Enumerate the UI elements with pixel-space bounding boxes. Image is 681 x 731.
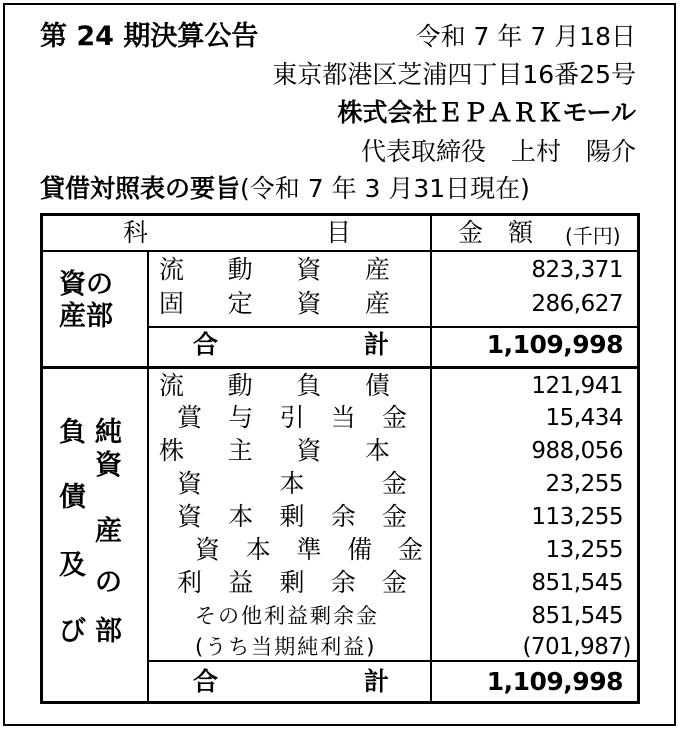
row-shareholders-equity-label: 株 主 資 本 bbox=[159, 436, 390, 465]
assets-total-divider bbox=[147, 326, 637, 328]
assets-label-line2: 産部 bbox=[59, 301, 113, 332]
row-other-retained-earnings-label: その他利益剰余金 bbox=[195, 604, 379, 628]
row-capital-stock-amount: 23,255 bbox=[545, 471, 623, 497]
header-divider bbox=[43, 250, 637, 252]
assets-label-line1: 資の bbox=[59, 269, 113, 300]
balance-sheet-title bbox=[40, 174, 530, 204]
row-bonus-reserve-amount: 15,434 bbox=[545, 405, 623, 431]
row-capital-reserve-label: 資 本 準 備 金 bbox=[195, 535, 423, 564]
header-item-1: 科 bbox=[123, 218, 149, 247]
balance-sheet-period: (令和 7 年 3 月31日現在) bbox=[240, 174, 530, 203]
row-current-liabilities-amount: 121,941 bbox=[531, 373, 623, 399]
representative: 代表取締役 上村 陽介 bbox=[360, 137, 636, 166]
row-net-income-label: (うち当期純利益) bbox=[195, 635, 377, 659]
amount-column-divider bbox=[430, 216, 432, 701]
row-fixed-assets-label: 固 定 資 産 bbox=[159, 289, 390, 318]
row-current-liabilities-label: 流 動 負 債 bbox=[159, 371, 390, 400]
row-fixed-assets-amount: 286,627 bbox=[531, 291, 623, 317]
liabilities-total-amount: 1,109,998 bbox=[486, 667, 623, 696]
balance-sheet-table: 科 目 金 額 (千円) 資の 産部 流 動 資 産 823,371 固 定 資 産 286,627 合 計 1,109,998 負 債 及 び 純 資 産 の 部 流 動 負 債 121,941 賞 与 引 当 金 15,434 株 主 資 本 988,056 資 本 金 23,255 資 本 剰 余 金 113,255 資 本 準 備 金 13,255 利 益 剰 余 金 851,545 その他利益剰余金 851,545 (うち当期純利益) (701,987) 合 計 1,109,998 bbox=[40, 213, 640, 704]
notice-date: 令和 7 年 7 月18日 bbox=[415, 22, 636, 51]
label-column-divider bbox=[147, 250, 149, 701]
row-capital-surplus-amount: 113,255 bbox=[531, 504, 623, 530]
row-bonus-reserve-label: 賞 与 引 当 金 bbox=[177, 403, 407, 432]
row-current-assets-amount: 823,371 bbox=[531, 257, 623, 283]
row-current-assets-label: 流 動 資 産 bbox=[159, 255, 390, 284]
header-amount: 金 額 bbox=[458, 218, 534, 247]
row-capital-reserve-amount: 13,255 bbox=[545, 537, 623, 563]
row-retained-earnings-amount: 851,545 bbox=[531, 570, 623, 596]
liabilities-total-label: 合 計 bbox=[193, 667, 389, 696]
assets-total-label: 合 計 bbox=[193, 330, 389, 359]
row-other-retained-earnings-amount: 851,545 bbox=[531, 603, 623, 629]
notice-title: 第 24 期決算公告 bbox=[40, 21, 259, 52]
header-item-2: 目 bbox=[326, 218, 352, 247]
row-net-income-amount: (701,987) bbox=[522, 634, 631, 660]
header-unit: (千円) bbox=[565, 224, 621, 248]
row-capital-stock-label: 資 本 金 bbox=[177, 469, 407, 498]
company-name: 株式会社ＥＰＡＲＫモール bbox=[337, 98, 636, 127]
assets-total-amount: 1,109,998 bbox=[486, 330, 623, 359]
section-divider bbox=[43, 366, 637, 369]
row-retained-earnings-label: 利 益 剰 余 金 bbox=[177, 568, 407, 597]
row-shareholders-equity-amount: 988,056 bbox=[531, 438, 623, 464]
row-capital-surplus-label: 資 本 剰 余 金 bbox=[177, 502, 407, 531]
balance-sheet-heading: 貸借対照表の要旨 bbox=[40, 174, 241, 203]
company-address: 東京都港区芝浦四丁目16番25号 bbox=[272, 60, 636, 89]
